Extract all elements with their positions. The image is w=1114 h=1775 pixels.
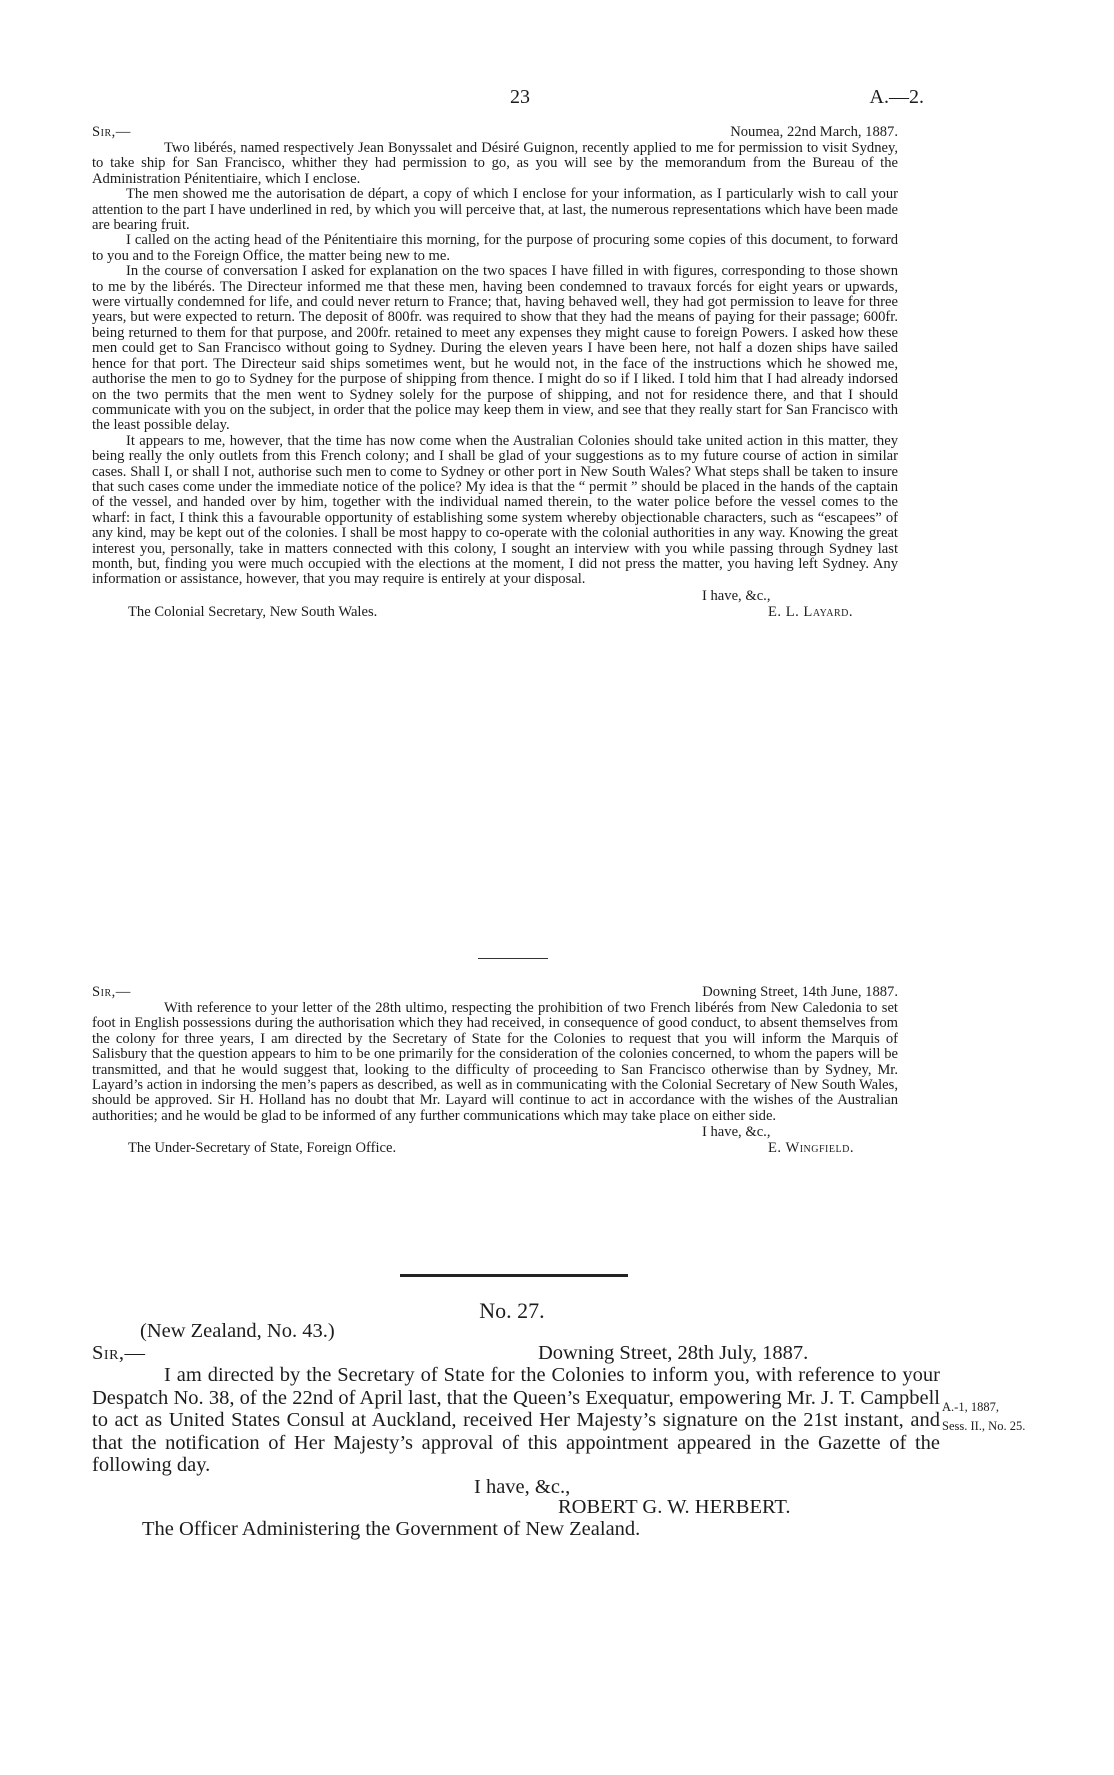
document-reference: A.—2. — [869, 86, 924, 108]
salutation: Sir,— — [92, 124, 131, 140]
letter-heading — [92, 125, 898, 141]
paragraph: In the course of conversation I asked for explanation on the two spaces I have filled in with figures, corresponding to those shown to me by the libérés. The Directeur informed me that these men, having been condemned to travaux forcés for eight years or upwards, were virtually condemned for life, and could never return to France; that, having behaved well, they had got permission to leave for three years, but were expected to return. The deposit of 800fr. was required to show that they had the means of paying for their passage; 600fr. being returned to them for that purpose, and 200fr. retained to meet any expenses they might cause to foreign Powers. I asked how these men could get to San Francisco without going to Sydney. During the eleven years I have been here, not half a dozen ships have sailed hence for that port. The Directeur said ships sometimes went, but he would not, in the face of the instructions which he showed me, authorise the men to go to Sydney for the purpose of shipping from thence. I might do so if I liked. I told him that I had already indorsed on the two permits that the men went to Sydney solely for the purpose of shipping, and not for residence there, and that I should communicate with you on the subject, in order that the police may keep them in view, and see that they really start for San Francisco with the least possible delay. — [92, 263, 898, 434]
despatch-number: No. 27. — [479, 1298, 545, 1323]
paragraph: The men showed me the autorisation de départ, a copy of which I enclose for your information, as I particularly wish to call your attention to the part I have underlined in red, by which you will perceive that, at last, the numerous representations which have been made are bearing fruit. — [92, 186, 898, 234]
closing-phrase: I have, &c., — [702, 1124, 771, 1141]
salutation: Sir,— — [92, 984, 131, 1000]
letter-downing-june — [92, 980, 898, 1157]
margin-reference-line: Sess. II., No. 25. — [942, 1419, 1026, 1433]
closing-phrase: I have, &c., — [702, 587, 771, 604]
section-divider — [478, 958, 548, 959]
letter-closing — [92, 589, 898, 621]
addressee: The Colonial Secretary, New South Wales. — [128, 603, 378, 620]
paragraph: Two libérés, named respectively Jean Bonyssalet and Désiré Guignon, recently applied to me for permission to visit Sydney, to take ship for San Francisco, whither they had permission to go, as you will see by the memorandum from the Bureau of the Administration Pénitentiaire, which I enclose. — [92, 140, 898, 187]
page-number: 23 — [510, 86, 530, 108]
paragraph: I am directed by the Secretary of State for the Colonies to inform you, with reference to your Despatch No. 38, of the 22nd of April last, that the Queen’s Exequatur, empowering Mr. J. T. Campbell to act as United States Consul at Auckland, received Her Majesty’s signature on the 21st instant, and that the notification of Her Majesty’s approval of this appointment appeared in the Gazette of the following day. — [92, 1364, 940, 1477]
addressee: The Officer Administering the Government of New Zealand. — [142, 1518, 641, 1541]
place-date: Downing Street, 14th June, 1887. — [702, 984, 898, 1000]
closing-phrase: I have, &c., — [474, 1476, 571, 1499]
letter-downing-july — [92, 1320, 940, 1540]
signature: ROBERT G. W. HERBERT. — [558, 1496, 791, 1519]
letter-closing — [92, 1125, 898, 1157]
signature: E. Wingfield. — [768, 1140, 854, 1157]
salutation: Sir,— — [92, 1342, 146, 1365]
paragraph: I called on the acting head of the Pénitentiaire this morning, for the purpose of procuring some copies of this document, to forward to you and to the Foreign Office, the matter being new to me. — [92, 232, 898, 264]
place-date: Noumea, 22nd March, 1887. — [730, 124, 898, 140]
place-date: Downing Street, 28th July, 1887. — [538, 1342, 809, 1365]
letter-noumea — [92, 120, 898, 621]
despatch-subtitle: (New Zealand, No. 43.) — [140, 1320, 335, 1342]
paragraph: It appears to me, however, that the time has now come when the Australian Colonies should take united action in this matter, they being really the only outlets from this French colony; and I shall be glad of your suggestions as to my future course of action in similar cases. Shall I, or shall I not, authorise such men to come to Sydney or other port in New South Wales? What steps shall be taken to insure that such cases come under the immediate notice of the police? My idea is that the “ permit ” should be placed in the hands of the captain of the vessel, and handed over by him, together with the individual named therein, to the water police before the vessel comes to the wharf: in fact, I think this a favourable opportunity of establishing some system whereby objectionable characters, such as “escapees” of any kind, may be kept out of the colonies. I shall be most happy to co-operate with the colonial authorities in any way. Knowing the great interest you, personally, take in matters connected with this colony, I sought an interview with you while passing through Sydney last month, but, finding you were much occupied with the elections at the moment, I did not press the matter, you having left Sydney. Any information or assistance, however, that you may require is entirely at your disposal. — [92, 432, 898, 588]
letter-heading — [92, 985, 898, 1001]
letter-closing — [92, 1476, 940, 1540]
margin-reference — [942, 1398, 1025, 1436]
margin-reference-line: A.-1, 1887, — [942, 1400, 999, 1414]
letter-heading — [92, 1342, 940, 1364]
paragraph: With reference to your letter of the 28th ultimo, respecting the prohibition of two French libérés from New Caledonia to set foot in English possessions during the authorisation which they had received, in consequence of good conduct, to absent themselves from the colony for three years, I am directed by the Secretary of State for the Colonies to request that you will inform the Marquis of Salisbury that the question appears to him to be one primarily for the consideration of the colonies concerned, to whom the papers will be transmitted, and that he would suggest that, looking to the difficulty of proceeding to San Francisco otherwise than by Sydney, Mr. Layard’s action in indorsing the men’s papers as described, as well as in communicating with the Colonial Secretary of New South Wales, should be approved. Sir H. Holland has no doubt that Mr. Layard will continue to act in accordance with the wishes of the Australian authorities; and he would be glad to be informed of any further communications which may take place on either side. — [92, 1000, 898, 1124]
addressee: The Under-Secretary of State, Foreign Office. — [128, 1140, 397, 1157]
signature: E. L. Layard. — [768, 603, 854, 620]
section-divider-heavy — [400, 1274, 628, 1277]
